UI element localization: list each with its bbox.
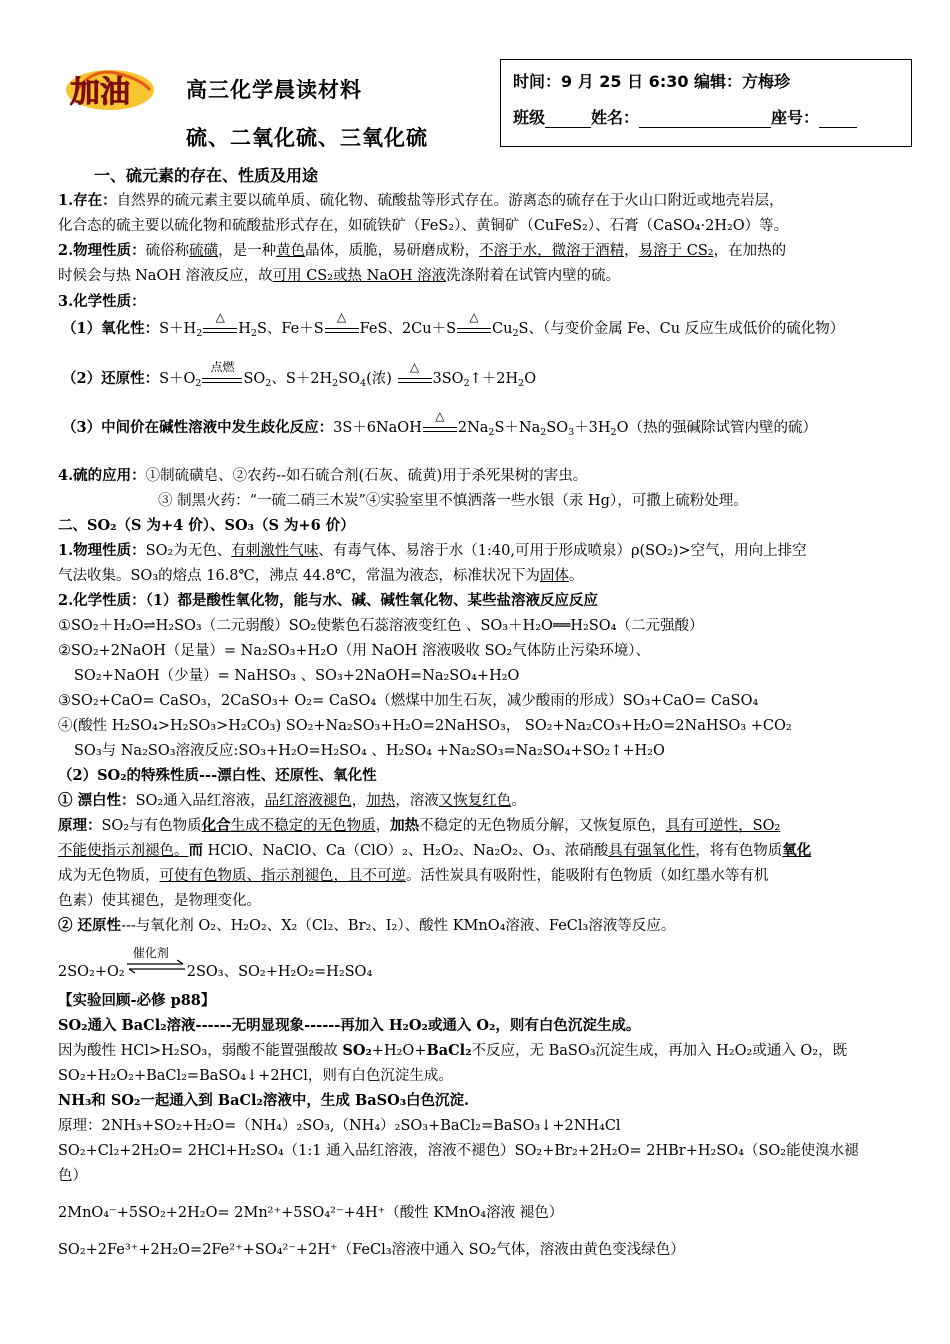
u: 有刺激性气味 <box>231 543 319 559</box>
u: 可用 CS₂或热 NaOH 溶液 <box>272 268 447 284</box>
reducibility-label: ② 还原性 <box>58 917 122 934</box>
t: 。 <box>511 793 526 809</box>
heat-arrow <box>398 360 432 386</box>
t: ，在加热的 <box>713 243 787 259</box>
experiment-line-1: SO₂通入 BaCl₂溶液------无明显现象------再加入 H₂O₂或通入 O₂，则有白色沉淀生成。 <box>58 1017 641 1034</box>
physical-line-1 <box>58 241 786 261</box>
t: SO₂通入品红溶液， <box>135 793 265 809</box>
reaction-line-3: SO₂+NaOH（少量）= NaHSO₃ 、SO₃+2NaOH=Na₂SO₄+H₂O <box>74 668 520 684</box>
seat-blank[interactable] <box>819 111 857 128</box>
existence-line-1 <box>58 191 784 211</box>
principle-line-2 <box>58 841 811 861</box>
page-subtitle: 硫、二氧化硫、三氧化硫 <box>186 126 428 150</box>
so2-physical-label: 1.物理性质： <box>58 542 146 559</box>
logo <box>62 62 158 114</box>
chemical-label: 3.化学性质： <box>58 293 146 310</box>
u: 固体 <box>539 568 569 584</box>
page-title: 高三化学晨读材料 <box>186 78 362 102</box>
t: BaCl₂ <box>426 1042 472 1059</box>
u: 硫磺 <box>189 243 219 259</box>
so2-chemical-heading: 2.化学性质：（1）都是酸性氧化物，能与水、碱、碱性氧化物、某些盐溶液反应反应 <box>58 592 598 609</box>
u: 品红溶液褪色 <box>264 793 352 809</box>
t: 晶体，质脆，易研磨成粉， <box>305 243 480 259</box>
reaction-line-1: ①SO₂＋H₂O⇌H₂SO₃（二元弱酸）SO₂使紫色石蕊溶液变红色 、SO₃＋H₂O══H₂SO₄（二元强酸） <box>58 618 704 634</box>
t: 不反应，无 BaSO₃沉淀生成，再加入 H₂O₂或通入 O₂，既 <box>471 1043 848 1059</box>
u: 易溶于 CS₂ <box>638 243 714 259</box>
experiment-line-4: NH₃和 SO₂一起通入到 BaCl₂溶液中，生成 BaSO₃白色沉淀. <box>58 1092 470 1109</box>
catalytic-line <box>58 946 373 982</box>
special-properties-heading: （2）SO₂的特殊性质---漂白性、还原性、氧化性 <box>58 767 377 784</box>
reducibility-line <box>58 916 675 936</box>
experiment-line-5: 原理：2NH₃+SO₂+H₂O=（NH₄）₂SO₃,（NH₄）₂SO₃+BaCl₂=BaSO₃↓+2NH₄Cl <box>58 1118 621 1134</box>
existence-label: 1.存在： <box>58 192 117 209</box>
disproportion-note: （热的强碱除试管内壁的硫） <box>628 420 817 436</box>
reaction-line-5: ④(酸性 H₂SO₄>H₂SO₃>H₂CO₃) SO₂+Na₂SO₃+H₂O=2NaHSO₃， SO₂+Na₂CO₃+H₂O=2NaHSO₃ +CO₂ <box>58 718 792 734</box>
reaction-line-6: SO₃与 Na₂SO₃溶液反应:SO₃+H₂O=H₂SO₄ 、H₂SO₄ +Na₂SO₃=Na₂SO₄+SO₂↑+H₂O <box>74 743 665 759</box>
experiment-line-7: 色） <box>58 1168 87 1184</box>
experiment-line-3: SO₂+H₂O₂+BaCl₂=BaSO₄↓+2HCl，则有白色沉淀生成。 <box>58 1068 453 1084</box>
u: 化合 <box>201 817 231 834</box>
experiment-line-8: 2MnO₄⁻+5SO₂+2H₂O= 2Mn²⁺+5SO₄²⁻+4H⁺（酸性 KMnO₄溶液 褪色） <box>58 1205 564 1221</box>
principle-line-3 <box>58 866 769 886</box>
t: 而 <box>188 842 203 859</box>
class-blank[interactable] <box>545 111 591 128</box>
so2-physical-line-1 <box>58 541 807 561</box>
name-blank[interactable] <box>639 111 771 128</box>
t: SO₂为无色、 <box>145 543 232 559</box>
t: SO₂ <box>342 1042 372 1059</box>
reaction-line-4: ③SO₂+CaO= CaSO₃，2CaSO₃+ O₂= CaSO₄（燃煤中加生石灰，减少酸雨的形成）SO₃+CaO= CaSO₄ <box>58 693 759 709</box>
t: SO₂与有色物质 <box>101 818 202 834</box>
class-label: 班级 <box>513 108 546 127</box>
physical-line-2 <box>58 266 620 286</box>
t: ---与氧化剂 O₂、H₂O₂、X₂（Cl₂、Br₂、I₂）、酸性 KMnO₄溶液、FeCl₃溶液等反应。 <box>121 918 676 934</box>
experiment-line-2 <box>58 1041 847 1061</box>
disproportion-line: （3）中间价在碱性溶液中发生歧化反应：3S＋6NaOH △ $2Na_2S+Na_2SO_3+3H_2O$（热的强碱除试管内壁的硫） <box>62 409 817 438</box>
existence-line-2: 化合态的硫主要以硫化物和硫酸盐形式存在，如硫铁矿（FeS₂）、黄铜矿（CuFeS₂）、石膏（CaSO₄·2H₂O）等。 <box>58 218 789 234</box>
t: HClO、NaClO、Ca（ClO）₂、H₂O₂、Na₂O₂、O₃、浓硝酸 <box>203 843 609 859</box>
info-time-editor: 时间：9 月 25 日 6:30 编辑：方梅珍 <box>513 72 791 91</box>
u: 可使有色物质、指示剂褪色，且不可逆 <box>159 868 406 884</box>
info-fields <box>513 105 857 128</box>
reversible-arrow-icon <box>125 959 187 977</box>
principle-line-1 <box>58 816 780 836</box>
t: 洗涤附着在试管内壁的硫。 <box>446 268 621 284</box>
t: 、有毒气体、易溶于水（1:40,可用于形成喷泉）ρ(SO₂)>空气，用向上排空 <box>318 543 807 559</box>
t: ， <box>351 793 367 809</box>
name-label: 姓名： <box>591 108 640 127</box>
t: ①制硫磺皂、②农药--如石硫合剂(石灰、硫黄)用于杀死果树的害虫。 <box>145 468 588 484</box>
info-box <box>500 59 912 147</box>
u: 生成不稳定的无色物质 <box>230 818 376 834</box>
cond: △ <box>469 310 479 324</box>
seat-label: 座号： <box>771 108 820 127</box>
section-heading-1: 一、硫元素的存在、性质及用途 <box>94 166 319 185</box>
catalyst-label: 催化剂 <box>132 946 169 960</box>
t: 因为酸性 HCl>H₂SO₃，弱酸不能置强酸故 <box>58 1043 343 1059</box>
t: ， <box>375 818 391 834</box>
experiment-line-6: SO₂+Cl₂+2H₂O= 2HCl+H₂SO₄（1:1 通入品红溶液，溶液不褪色）SO₂+Br₂+2H₂O= 2HBr+H₂SO₄（SO₂能使溴水褪 <box>58 1143 859 1159</box>
application-label: 4.硫的应用： <box>58 467 146 484</box>
application-line-1 <box>58 466 587 486</box>
t: ，溶液 <box>395 793 439 809</box>
cond: △ <box>409 360 420 374</box>
t: ，将有色物质 <box>695 843 783 859</box>
cond: 点燃 <box>210 360 235 374</box>
existence-text: 自然界的硫元素主要以硫单质、硫化物、硫酸盐等形式存在。游离态的硫存在于火山口附近或地壳岩层， <box>116 193 784 209</box>
u: 不溶于水，微溶于酒精 <box>479 243 625 259</box>
t: ，是一种 <box>218 243 277 259</box>
cond: △ <box>435 409 445 423</box>
principle-line-4: 色素）使其褪色，是物理变化。 <box>58 893 261 909</box>
svg-text:加油: 加油 <box>70 75 130 110</box>
u: 具有可逆性，SO₂ <box>665 818 781 834</box>
experiment-heading: 【实验回顾-必修 p88】 <box>58 992 216 1009</box>
t: 成为无色物质， <box>58 868 160 884</box>
bleaching-line <box>58 791 526 811</box>
ignite-arrow <box>202 360 242 386</box>
cond: △ <box>215 310 225 324</box>
logo-graphic <box>62 62 158 114</box>
t: 。 <box>568 568 584 584</box>
t: 时候会与热 NaOH 溶液反应，故 <box>58 268 273 284</box>
heat-arrow <box>203 310 237 336</box>
u: 黄色 <box>276 243 306 259</box>
application-line-2: ③ 制黑火药：“一硫二硝三木炭”④实验室里不慎洒落一些水银（汞 Hg），可撒上硫粉处理。 <box>158 493 748 509</box>
u: 加热 <box>366 793 396 809</box>
bleaching-label: ① 漂白性： <box>58 792 136 809</box>
reducing-label: （2）还原性： <box>62 370 160 387</box>
u: 氧化 <box>782 842 812 859</box>
catalyst-arrow <box>125 946 187 981</box>
heat-arrow <box>325 310 359 336</box>
principle-label: 原理： <box>58 817 102 834</box>
t: 加热 <box>390 817 420 834</box>
u: 又恢复红色 <box>438 793 512 809</box>
disproportion-label: （3）中间价在碱性溶液中发生歧化反应： <box>62 419 334 436</box>
reaction-line-2: ②SO₂+2NaOH（足量）= Na₂SO₃+H₂O（用 NaOH 溶液吸收 SO₂气体防止污染环境）、 <box>58 643 650 659</box>
t: 硫俗称 <box>145 243 190 259</box>
so2-physical-line-2 <box>58 566 583 586</box>
section-heading-2: 二、SO₂（S 为+4 价）、SO₃（S 为+6 价） <box>58 517 355 534</box>
t: 不稳定的无色物质分解，又恢复原色， <box>419 818 666 834</box>
experiment-line-9: SO₂+2Fe³⁺+2H₂O=2Fe²⁺+SO₄²⁻+2H⁺（FeCl₃溶液中通入 SO₂气体，溶液由黄色变浅绿色） <box>58 1242 685 1258</box>
physical-label: 2.物理性质： <box>58 242 146 259</box>
reducing-line: （2）还原性：$S+O_2$ 点燃 $SO_2$、$S+2H_2SO_4$(浓) △ $3SO_2↑+2H_2O$ <box>62 360 537 389</box>
heat-arrow <box>457 310 491 336</box>
u: 具有强氧化性 <box>608 843 696 859</box>
oxidizing-note: （与变价金属 Fe、Cu 反应生成低价的硫化物） <box>542 321 845 337</box>
oxidizing-label: （1）氧化性： <box>62 320 160 337</box>
oxidizing-line: （1）氧化性：$S+H_2$ △ $H_2S$、Fe＋S △ FeS、2Cu＋S △ $Cu_2S$、（与变价金属 Fe、Cu 反应生成低价的硫化物） <box>62 310 845 339</box>
heat-arrow <box>423 409 457 435</box>
t: 气法收集。SO₃的熔点 16.8℃，沸点 44.8℃，常温为液态，标准状况下为 <box>58 568 540 584</box>
u: 不能使指示剂褪色。 <box>58 843 189 859</box>
t: 。活性炭具有吸附性，能吸附有色物质（如红墨水等有机 <box>406 868 769 884</box>
t: 2SO₃、SO₂+H₂O₂=H₂SO₄ <box>186 964 373 980</box>
t: ， <box>624 243 639 259</box>
t: 2SO₂+O₂ <box>58 964 125 980</box>
t: +H₂O+ <box>371 1043 427 1059</box>
cond: △ <box>337 310 347 324</box>
